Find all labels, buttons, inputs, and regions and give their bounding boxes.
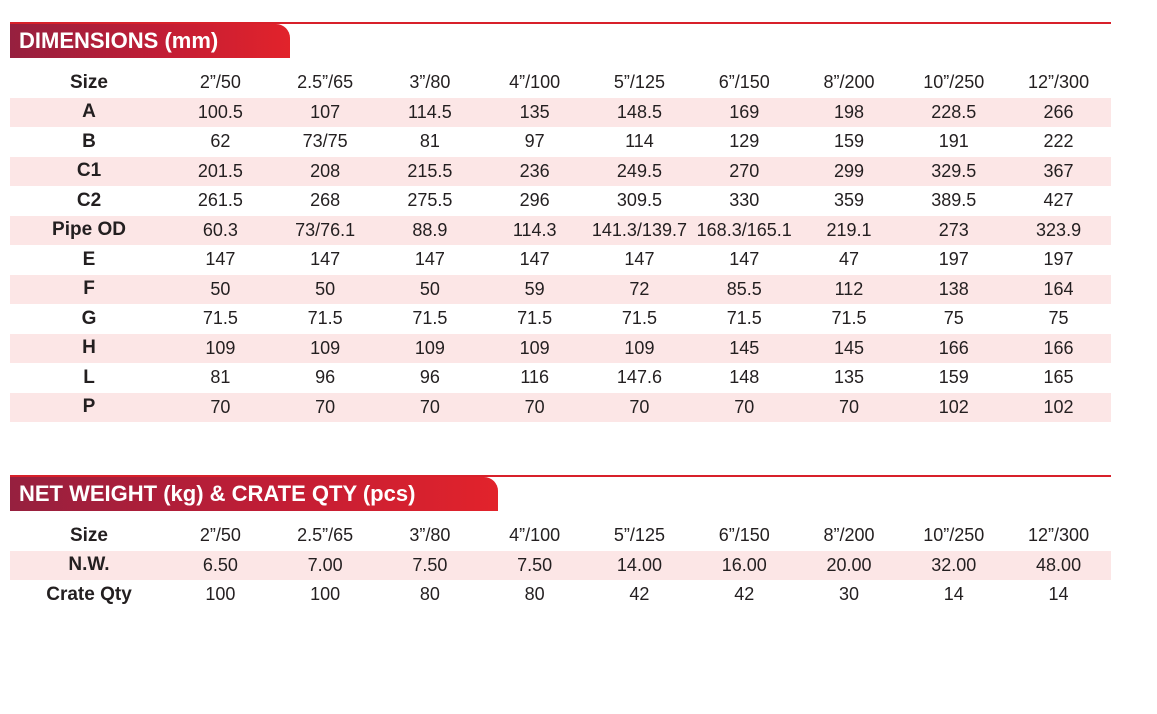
value-cell: 70 [797, 393, 902, 423]
value-cell: 147.6 [616, 367, 662, 388]
value-cell: 109 [482, 334, 587, 364]
value-cell: 75 [943, 308, 964, 329]
size-header-cell: 2.5”/65 [297, 525, 354, 546]
value-cell: 197 [1043, 249, 1074, 270]
value-cell: 219.1 [797, 216, 902, 246]
table-row [10, 98, 1111, 128]
value-cell: 88.9 [378, 216, 483, 246]
value-cell: 427 [1043, 190, 1074, 211]
value-cell: 147 [310, 249, 341, 270]
size-header-cell: 10”/250 [923, 72, 985, 93]
value-cell: 166 [1006, 334, 1111, 364]
row-label: C1 [10, 157, 168, 187]
value-cell: 50 [378, 275, 483, 305]
row-label: L [83, 366, 95, 388]
value-cell: 389.5 [931, 190, 977, 211]
value-cell: 72 [587, 275, 692, 305]
value-cell: 100.5 [168, 98, 273, 128]
value-cell: 236 [482, 157, 587, 187]
value-cell: 71.5 [726, 308, 762, 329]
value-cell: 81 [210, 367, 231, 388]
size-header-cell: 12”/300 [1028, 525, 1090, 546]
value-cell: 7.50 [378, 551, 483, 581]
value-cell: 222 [1043, 131, 1074, 152]
value-cell: 145 [692, 334, 797, 364]
size-header-cell: 6”/150 [718, 72, 770, 93]
size-header-cell: 2”/50 [199, 525, 241, 546]
value-cell: 198 [797, 98, 902, 128]
value-cell: 147 [519, 249, 550, 270]
value-cell: 166 [901, 334, 1006, 364]
value-cell: 102 [1006, 393, 1111, 423]
value-cell: 169 [692, 98, 797, 128]
weight-title: NET WEIGHT (kg) & CRATE QTY (pcs) [10, 477, 498, 511]
value-cell: 164 [1006, 275, 1111, 305]
value-cell: 330 [729, 190, 760, 211]
value-cell: 100 [310, 584, 341, 605]
value-cell: 116 [520, 367, 550, 388]
value-cell: 42 [734, 584, 755, 605]
value-cell: 266 [1006, 98, 1111, 128]
size-header-cell: 2.5”/65 [297, 72, 354, 93]
value-cell: 70 [273, 393, 378, 423]
value-cell: 309.5 [616, 190, 662, 211]
table-row [10, 275, 1111, 305]
value-cell: 70 [482, 393, 587, 423]
value-cell: 62 [210, 131, 231, 152]
value-cell: 273 [901, 216, 1006, 246]
row-label: B [82, 130, 96, 152]
table-row [10, 245, 1111, 275]
value-cell: 71.5 [831, 308, 867, 329]
size-header-cell: 4”/100 [509, 525, 561, 546]
value-cell: 73/76.1 [273, 216, 378, 246]
value-cell: 249.5 [587, 157, 692, 187]
size-header-cell: 3”/80 [409, 72, 451, 93]
value-cell: 20.00 [797, 551, 902, 581]
value-cell: 70 [692, 393, 797, 423]
value-cell: 70 [587, 393, 692, 423]
value-cell: 201.5 [168, 157, 273, 187]
row-label: Pipe OD [10, 216, 168, 246]
value-cell: 114 [625, 131, 654, 152]
value-cell: 96 [315, 367, 336, 388]
value-cell: 112 [797, 275, 902, 305]
row-label: G [81, 307, 97, 329]
value-cell: 367 [1006, 157, 1111, 187]
row-label: Size [69, 71, 109, 93]
size-header-cell: 10”/250 [923, 525, 985, 546]
value-cell: 47 [838, 249, 859, 270]
value-cell: 16.00 [692, 551, 797, 581]
size-header-cell: 4”/100 [509, 72, 561, 93]
value-cell: 147 [205, 249, 236, 270]
value-cell: 147 [729, 249, 760, 270]
row-label: Crate Qty [46, 583, 132, 605]
value-cell: 109 [168, 334, 273, 364]
value-cell: 141.3/139.7 [587, 216, 692, 246]
value-cell: 191 [938, 131, 969, 152]
table-row [10, 157, 1111, 187]
value-cell: 6.50 [168, 551, 273, 581]
value-cell: 71.5 [412, 308, 448, 329]
value-cell: 261.5 [197, 190, 243, 211]
value-cell: 129 [729, 131, 760, 152]
value-cell: 329.5 [901, 157, 1006, 187]
dimensions-table [10, 68, 1111, 422]
value-cell: 85.5 [692, 275, 797, 305]
table-row [10, 127, 1111, 157]
table-row [10, 304, 1111, 334]
size-header-cell: 8”/200 [823, 72, 875, 93]
value-cell: 14 [943, 584, 964, 605]
value-cell: 7.50 [482, 551, 587, 581]
row-label: Size [69, 524, 109, 546]
value-cell: 359 [833, 190, 864, 211]
value-cell: 268 [310, 190, 341, 211]
value-cell: 109 [378, 334, 483, 364]
value-cell: 270 [692, 157, 797, 187]
value-cell: 30 [838, 584, 859, 605]
value-cell: 71.5 [621, 308, 657, 329]
table-row [10, 580, 1111, 610]
value-cell: 96 [419, 367, 440, 388]
value-cell: 73/75 [302, 131, 348, 152]
size-header-cell: 5”/125 [613, 72, 665, 93]
table-row [10, 216, 1111, 246]
table-row [10, 393, 1111, 423]
value-cell: 215.5 [378, 157, 483, 187]
value-cell: 147 [624, 249, 655, 270]
value-cell: 148 [729, 367, 760, 388]
value-cell: 114.3 [482, 216, 587, 246]
value-cell: 168.3/165.1 [692, 216, 797, 246]
value-cell: 228.5 [901, 98, 1006, 128]
size-header-cell: 12”/300 [1028, 72, 1090, 93]
size-header-cell: 2”/50 [199, 72, 241, 93]
value-cell: 296 [519, 190, 550, 211]
value-cell: 59 [482, 275, 587, 305]
value-cell: 32.00 [901, 551, 1006, 581]
value-cell: 135 [833, 367, 864, 388]
table-row [10, 186, 1111, 216]
table-header-row [10, 68, 1111, 98]
value-cell: 81 [419, 131, 440, 152]
weight-table [10, 521, 1111, 610]
value-cell: 97 [524, 131, 545, 152]
value-cell: 71.5 [517, 308, 553, 329]
value-cell: 145 [797, 334, 902, 364]
row-label: A [10, 98, 168, 128]
value-cell: 80 [524, 584, 545, 605]
value-cell: 80 [419, 584, 440, 605]
size-header-cell: 8”/200 [823, 525, 875, 546]
value-cell: 147 [414, 249, 445, 270]
value-cell: 197 [938, 249, 969, 270]
size-header-cell: 3”/80 [409, 525, 451, 546]
value-cell: 135 [482, 98, 587, 128]
value-cell: 100 [205, 584, 236, 605]
value-cell: 75 [1048, 308, 1069, 329]
table-header-row [10, 521, 1111, 551]
value-cell: 159 [833, 131, 864, 152]
value-cell: 70 [168, 393, 273, 423]
value-cell: 107 [273, 98, 378, 128]
value-cell: 109 [587, 334, 692, 364]
value-cell: 50 [168, 275, 273, 305]
value-cell: 60.3 [168, 216, 273, 246]
value-cell: 71.5 [202, 308, 238, 329]
value-cell: 165 [1043, 367, 1074, 388]
value-cell: 42 [629, 584, 650, 605]
value-cell: 48.00 [1006, 551, 1111, 581]
value-cell: 159 [938, 367, 969, 388]
value-cell: 275.5 [407, 190, 453, 211]
row-label: C2 [76, 189, 102, 211]
table-row [10, 334, 1111, 364]
value-cell: 208 [273, 157, 378, 187]
value-cell: 114.5 [378, 98, 483, 128]
table-row [10, 363, 1111, 393]
value-cell: 7.00 [273, 551, 378, 581]
value-cell: 323.9 [1006, 216, 1111, 246]
value-cell: 102 [901, 393, 1006, 423]
value-cell: 50 [273, 275, 378, 305]
value-cell: 14 [1048, 584, 1069, 605]
row-label: H [10, 334, 168, 364]
size-header-cell: 6”/150 [718, 525, 770, 546]
value-cell: 71.5 [307, 308, 343, 329]
value-cell: 138 [901, 275, 1006, 305]
value-cell: 14.00 [587, 551, 692, 581]
value-cell: 70 [378, 393, 483, 423]
row-label: E [82, 248, 96, 270]
table-row [10, 551, 1111, 581]
row-label: F [10, 275, 168, 305]
dimensions-title: DIMENSIONS (mm) [10, 24, 290, 58]
value-cell: 109 [273, 334, 378, 364]
size-header-cell: 5”/125 [613, 525, 665, 546]
value-cell: 148.5 [587, 98, 692, 128]
value-cell: 299 [797, 157, 902, 187]
row-label: P [10, 393, 168, 423]
row-label: N.W. [10, 551, 168, 581]
